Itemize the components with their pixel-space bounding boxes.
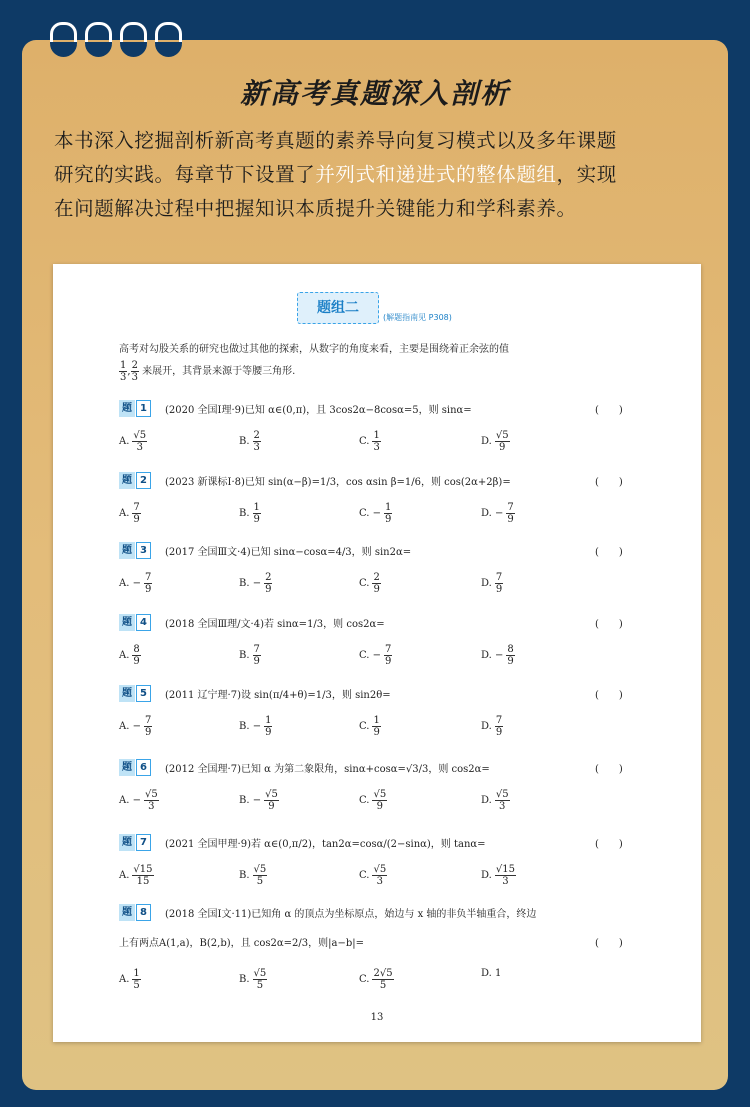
fraction: $\frac{7}{9}$ [144,715,152,738]
problem-tag: 题 1 [119,400,151,417]
problem-item [119,614,639,674]
answer-option: C. $\frac{2}{9}$ [359,572,380,595]
answer-paren: ( ) [595,690,623,701]
fraction: $\frac{7}{9}$ [495,572,503,595]
fraction: $\frac{8}{9}$ [133,644,140,667]
fraction: $\frac{√15}{15}$ [133,864,153,887]
answer-paren: ( ) [595,764,623,775]
fraction: $\frac{√5}{3}$ [495,789,509,812]
problem-item [119,759,639,819]
answer-option: C. − $\frac{7}{9}$ [359,644,392,667]
answer-option: B. − $\frac{1}{9}$ [239,715,272,738]
problem-tag: 题 4 [119,614,151,631]
fraction: $\frac{8}{9}$ [507,644,514,667]
fraction: $\frac{7}{9}$ [144,572,152,595]
answer-option: D. $\frac{√5}{9}$ [481,430,509,453]
answer-paren: ( ) [595,477,623,488]
answer-option: D. $\frac{√5}{3}$ [481,789,509,812]
answer-option: A. − $\frac{7}{9}$ [119,715,152,738]
fraction: $\frac{√15}{3}$ [495,864,515,887]
fraction: $\frac{√5}{3}$ [373,864,387,887]
fraction: $\frac{2}{3}$ [253,430,260,453]
problem-stem: (2023 新课标Ⅰ·8)已知 sin(α−β)=1/3，cos αsin β=1/6，则 cos(2α+2β)= [165,477,511,488]
answer-option: C. $\frac{√5}{9}$ [359,789,387,812]
problem-item [119,834,639,894]
answer-option: B. $\frac{1}{9}$ [239,502,260,525]
book-page-sample [53,264,701,1042]
intro-line-1: 本书深入挖掘剖析新高考真题的素养导向复习模式以及多年课题 [54,129,617,152]
answer-option: D. $\frac{7}{9}$ [481,572,503,595]
group-hint: (解题指南见 P308) [383,313,452,322]
intro-line-2: 研究的实践。每章节下设置了并列式和递进式的整体题组，实现 [54,163,617,186]
problem-stem: (2018 全国Ⅲ理/文·4)若 sinα=1/3，则 cos2α= [165,619,385,630]
fraction: $\frac{1}{9}$ [253,502,260,525]
section-heading: 新高考真题深入剖析 [239,77,510,110]
problem-tag: 题 5 [119,685,151,702]
answer-option: A. $\frac{√15}{15}$ [119,864,153,887]
intro-paragraph [54,124,704,226]
fraction: $\frac{2}{9}$ [265,572,272,595]
fraction: $\frac{1}{9}$ [385,502,392,525]
fraction: $\frac{1}{3}$ [120,360,127,383]
answer-option: B. $\frac{√5}{5}$ [239,864,267,887]
intro-text-line-1: 高考对勾股关系的研究也做过其他的探索，从数字的角度来看，主要是围绕着正余弦的值 [119,344,509,355]
answer-option: A. $\frac{1}{5}$ [119,968,140,991]
answer-option: C. $\frac{2√5}{5}$ [359,968,393,991]
answer-option: D. $\frac{7}{9}$ [481,715,503,738]
problem-item [119,904,639,991]
fraction: $\frac{7}{9}$ [133,502,140,525]
problem-tag: 题 6 [119,759,151,776]
answer-option: A. $\frac{√5}{3}$ [119,430,147,453]
binder-rings-decoration [50,22,190,66]
answer-option: A. − $\frac{7}{9}$ [119,572,152,595]
problem-stem-continued: 上有两点A(1,a)，B(2,b)，且 cos2α=2/3，则|a−b|= [119,938,364,949]
answer-option: A. $\frac{7}{9}$ [119,502,140,525]
fraction: $\frac{2√5}{5}$ [373,968,393,991]
problem-stem: (2021 全国甲理·9)若 α∈(0,π/2)，tan2α=cosα/(2−sinα)，则 tanα= [165,839,486,850]
fraction: $\frac{1}{9}$ [265,715,272,738]
answer-option: B. − $\frac{√5}{9}$ [239,789,278,812]
group-title: 题组二 [297,292,379,324]
answer-option: C. − $\frac{1}{9}$ [359,502,392,525]
fraction: $\frac{2}{3}$ [131,360,138,383]
answer-option: B. $\frac{√5}{5}$ [239,968,267,991]
intro-highlight: 并列式和递进式的整体题组 [315,163,557,186]
problem-tag: 题 7 [119,834,151,851]
fraction: $\frac{√5}{5}$ [253,968,267,991]
fraction: $\frac{1}{5}$ [133,968,140,991]
problem-item [119,542,639,602]
answer-option: A. − $\frac{√5}{3}$ [119,789,158,812]
intro-text-line-2: $\frac{1}{3}$ , $\frac{2}{3}$ 来展开，其背景来源于等腰三角形. [120,360,296,383]
answer-option: B. $\frac{7}{9}$ [239,644,260,667]
answer-option: B. − $\frac{2}{9}$ [239,572,272,595]
fraction: $\frac{7}{9}$ [507,502,514,525]
problem-tag: 题 8 [119,904,151,921]
answer-paren: ( ) [595,547,623,558]
fraction: $\frac{1}{9}$ [373,715,380,738]
answer-option: D. − $\frac{7}{9}$ [481,502,514,525]
fraction: $\frac{√5}{5}$ [253,864,267,887]
fraction: $\frac{√5}{9}$ [495,430,509,453]
answer-option: D. − $\frac{8}{9}$ [481,644,514,667]
answer-option: D. $\frac{√15}{3}$ [481,864,515,887]
answer-paren: ( ) [595,839,623,850]
answer-option: C. $\frac{√5}{3}$ [359,864,387,887]
answer-option: B. $\frac{2}{3}$ [239,430,260,453]
answer-option: A. $\frac{8}{9}$ [119,644,140,667]
fraction: $\frac{7}{9}$ [253,644,260,667]
answer-option: D. 1 [481,968,502,979]
fraction: $\frac{1}{3}$ [373,430,380,453]
fraction: $\frac{7}{9}$ [385,644,392,667]
intro-line-3: 在问题解决过程中把握知识本质提升关键能力和学科素养。 [54,197,577,220]
page-number: 13 [370,1012,384,1023]
answer-option: C. $\frac{1}{3}$ [359,430,380,453]
problem-stem: (2011 辽宁理·7)设 sin(π/4+θ)=1/3，则 sin2θ= [165,690,391,701]
answer-paren: ( ) [595,619,623,630]
answer-paren: ( ) [595,938,623,949]
problem-item [119,685,639,745]
problem-stem: (2012 全国理·7)已知 α 为第二象限角，sinα+cosα=√3/3，则 cos2α= [165,764,490,775]
fraction: $\frac{√5}{9}$ [373,789,387,812]
answer-paren: ( ) [595,405,623,416]
problem-stem: (2018 全国Ⅰ文·11)已知角 α 的顶点为坐标原点，始边与 x 轴的非负半轴重合，终边 [165,909,537,920]
fraction: $\frac{√5}{3}$ [144,789,158,812]
fraction: $\frac{√5}{3}$ [133,430,147,453]
fraction: $\frac{7}{9}$ [495,715,503,738]
problem-stem: (2020 全国Ⅰ理·9)已知 α∈(0,π)，且 3cos2α−8cosα=5，则 sinα= [165,405,472,416]
problem-item [119,472,639,532]
answer-option: C. $\frac{1}{9}$ [359,715,380,738]
problem-stem: (2017 全国Ⅲ文·4)已知 sinα−cosα=4/3，则 sin2α= [165,547,412,558]
fraction: $\frac{2}{9}$ [373,572,380,595]
problem-tag: 题 3 [119,542,151,559]
problem-item [119,400,639,460]
fraction: $\frac{√5}{9}$ [265,789,278,812]
problem-tag: 题 2 [119,472,151,489]
